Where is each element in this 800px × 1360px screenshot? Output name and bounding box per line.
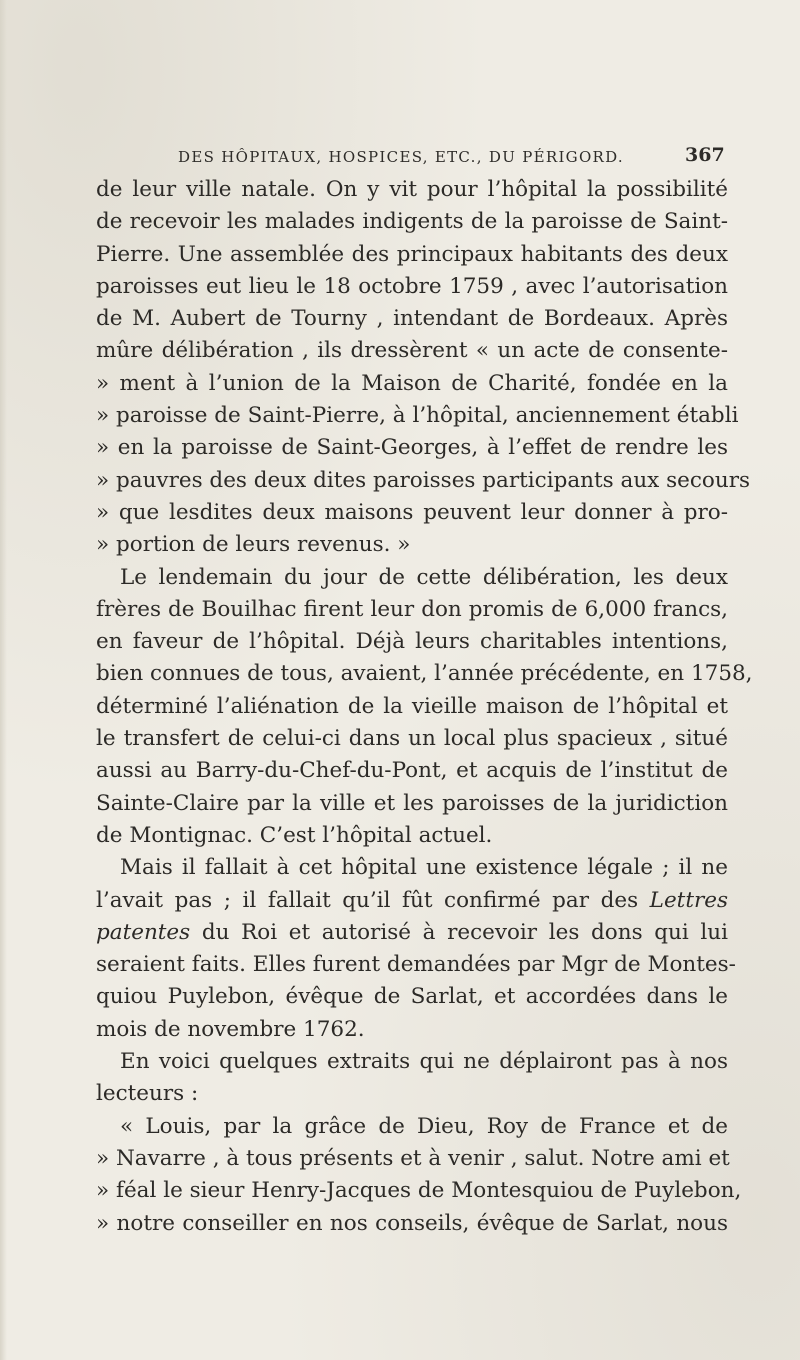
line-text: en faveur de l’hôpital. Déjà leurs charitables intentions, xyxy=(96,629,728,655)
text-line xyxy=(96,432,728,464)
line-text: l’avait pas ; il fallait qu’il fût confirmé par des xyxy=(96,887,650,913)
text-line xyxy=(96,1014,728,1046)
line-text: En voici quelques extraits qui ne déplairont pas à nos xyxy=(120,1049,728,1075)
text-line xyxy=(96,529,728,561)
text-line xyxy=(96,239,728,271)
line-text: Mais il fallait à cet hôpital une existence légale ; il ne xyxy=(120,855,728,881)
text-line xyxy=(96,885,728,917)
running-head: DES HÔPITAUX, HOSPICES, ETC., DU PÉRIGORD. xyxy=(178,148,624,166)
line-text: Sainte-Claire par la ville et les paroisses de la juridiction xyxy=(96,790,728,816)
text-line xyxy=(96,1175,742,1207)
line-text: » Navarre , à tous présents et à venir , salut. Notre ami et xyxy=(96,1145,730,1171)
text-line xyxy=(96,852,728,884)
text-line xyxy=(96,691,728,723)
text-line xyxy=(96,368,728,400)
line-text: Pierre. Une assemblée des principaux habitants des deux xyxy=(96,241,728,267)
text-line xyxy=(96,1143,728,1175)
line-text: lecteurs : xyxy=(96,1081,199,1107)
italic-text: patentes xyxy=(96,919,191,945)
line-text: de Montignac. C’est l’hôpital actuel. xyxy=(96,822,493,848)
line-text: aussi au Barry-du-Chef-du-Pont, et acquis de l’institut de xyxy=(96,758,728,784)
line-text: » notre conseiller en nos conseils, évêque de Sarlat, nous xyxy=(96,1210,728,1236)
italic-text: Lettres xyxy=(649,887,728,913)
line-text: mûre délibération , ils dressèrent « un acte de consente- xyxy=(96,338,728,364)
text-line xyxy=(96,335,728,367)
text-line xyxy=(96,755,728,787)
page-edge-shadow xyxy=(0,0,7,1360)
text-line xyxy=(96,206,728,238)
text-line xyxy=(96,1208,728,1240)
text-line xyxy=(96,465,751,497)
text-line xyxy=(96,303,728,335)
text-line xyxy=(96,723,728,755)
line-text: « Louis, par la grâce de Dieu, Roy de France et de xyxy=(120,1113,728,1139)
line-text: » ment à l’union de la Maison de Charité, fondée en la xyxy=(96,370,728,396)
line-text: paroisses eut lieu le 18 octobre 1759 , avec l’autorisation xyxy=(96,273,728,299)
text-line xyxy=(96,271,728,303)
text-line xyxy=(96,562,728,594)
line-text: » que lesdites deux maisons peuvent leur donner à pro- xyxy=(96,499,728,525)
text-line xyxy=(96,949,736,981)
line-text: frères de Bouilhac firent leur don promis de 6,000 francs, xyxy=(96,596,728,622)
line-text: mois de novembre 1762. xyxy=(96,1016,365,1042)
text-line xyxy=(96,981,728,1013)
line-text: Le lendemain du jour de cette délibération, les deux xyxy=(120,564,728,590)
line-text: » en la paroisse de Saint-Georges, à l’effet de rendre les xyxy=(96,435,728,461)
line-text: le transfert de celui-ci dans un local plus spacieux , situé xyxy=(96,726,728,752)
text-line xyxy=(96,400,739,432)
text-line xyxy=(96,594,728,626)
text-line xyxy=(96,497,728,529)
text-line xyxy=(96,1046,728,1078)
text-line xyxy=(96,917,728,949)
text-line xyxy=(96,658,753,690)
text-line xyxy=(96,174,728,206)
line-text: déterminé l’aliénation de la vieille maison de l’hôpital et xyxy=(96,693,728,719)
page-number: 367 xyxy=(685,144,725,166)
page-header xyxy=(178,144,738,170)
line-text: de M. Aubert de Tourny , intendant de Bordeaux. Après xyxy=(96,306,728,332)
line-text: de recevoir les malades indigents de la paroisse de Saint- xyxy=(96,209,728,235)
text-line xyxy=(96,1078,728,1110)
text-line xyxy=(96,820,728,852)
text-line xyxy=(96,626,728,658)
line-text: du Roi et autorisé à recevoir les dons qui lui xyxy=(190,919,728,945)
line-text: » pauvres des deux dites paroisses participants aux secours xyxy=(96,467,751,493)
body-text xyxy=(96,174,753,1240)
text-line xyxy=(96,1111,728,1143)
line-text: bien connues de tous, avaient, l’année précédente, en 1758, xyxy=(96,661,753,687)
line-text: quiou Puylebon, évêque de Sarlat, et accordées dans le xyxy=(96,984,728,1010)
line-text: » portion de leurs revenus. » xyxy=(96,532,411,558)
line-text: seraient faits. Elles furent demandées par Mgr de Montes- xyxy=(96,952,736,978)
text-line xyxy=(96,788,728,820)
line-text: » féal le sieur Henry-Jacques de Montesquiou de Puylebon, xyxy=(96,1178,742,1204)
line-text: de leur ville natale. On y vit pour l’hôpital la possibilité xyxy=(96,177,728,202)
line-text: » paroisse de Saint-Pierre, à l’hôpital, anciennement établi xyxy=(96,403,739,429)
